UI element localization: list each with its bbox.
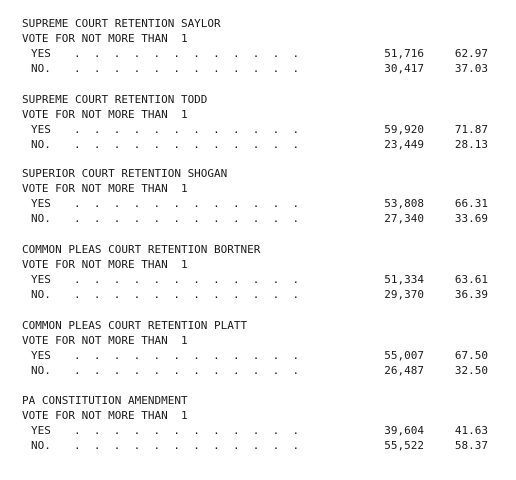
vote-count: 30,417: [384, 62, 424, 75]
vote-count: 55,522: [384, 439, 424, 452]
contest-title: SUPERIOR COURT RETENTION SHOGAN: [22, 167, 228, 180]
dot-leader: . . . . . . . . . . . .: [74, 47, 300, 60]
vote-percent: 41.63: [454, 424, 488, 437]
vote-count: 51,716: [384, 47, 424, 60]
vote-for-note: VOTE FOR NOT MORE THAN 1: [22, 108, 188, 121]
vote-for-note: VOTE FOR NOT MORE THAN 1: [22, 409, 188, 422]
vote-count: 53,808: [384, 197, 424, 210]
vote-percent: 32.50: [454, 364, 488, 377]
choice-label: YES: [31, 197, 51, 210]
vote-percent: 71.87: [454, 123, 488, 136]
contest-title: COMMON PLEAS COURT RETENTION BORTNER: [22, 243, 261, 256]
vote-percent: 33.69: [454, 212, 488, 225]
vote-for-note: VOTE FOR NOT MORE THAN 1: [22, 182, 188, 195]
vote-count: 29,370: [384, 288, 424, 301]
vote-count: 39,604: [384, 424, 424, 437]
vote-percent: 36.39: [454, 288, 488, 301]
dot-leader: . . . . . . . . . . . .: [74, 424, 300, 437]
dot-leader: . . . . . . . . . . . .: [74, 364, 300, 377]
choice-label: YES: [31, 424, 51, 437]
choice-label: YES: [31, 123, 51, 136]
vote-percent: 63.61: [454, 273, 488, 286]
vote-count: 59,920: [384, 123, 424, 136]
vote-percent: 28.13: [454, 138, 488, 151]
choice-label: YES: [31, 349, 51, 362]
vote-percent: 37.03: [454, 62, 488, 75]
vote-for-note: VOTE FOR NOT MORE THAN 1: [22, 32, 188, 45]
choice-label: YES: [31, 273, 51, 286]
choice-label: NO.: [31, 364, 51, 377]
contest-title: SUPREME COURT RETENTION TODD: [22, 93, 208, 106]
choice-label: YES: [31, 47, 51, 60]
contest-title: PA CONSTITUTION AMENDMENT: [22, 394, 188, 407]
dot-leader: . . . . . . . . . . . .: [74, 288, 300, 301]
choice-label: NO.: [31, 62, 51, 75]
vote-count: 55,007: [384, 349, 424, 362]
choice-label: NO.: [31, 212, 51, 225]
vote-percent: 66.31: [454, 197, 488, 210]
dot-leader: . . . . . . . . . . . .: [74, 212, 300, 225]
dot-leader: . . . . . . . . . . . .: [74, 439, 300, 452]
contest-title: COMMON PLEAS COURT RETENTION PLATT: [22, 319, 248, 332]
contest-title: SUPREME COURT RETENTION SAYLOR: [22, 17, 221, 30]
choice-label: NO.: [31, 138, 51, 151]
dot-leader: . . . . . . . . . . . .: [74, 62, 300, 75]
vote-count: 27,340: [384, 212, 424, 225]
vote-for-note: VOTE FOR NOT MORE THAN 1: [22, 334, 188, 347]
vote-percent: 67.50: [454, 349, 488, 362]
dot-leader: . . . . . . . . . . . .: [74, 349, 300, 362]
choice-label: NO.: [31, 439, 51, 452]
dot-leader: . . . . . . . . . . . .: [74, 123, 300, 136]
dot-leader: . . . . . . . . . . . .: [74, 273, 300, 286]
vote-for-note: VOTE FOR NOT MORE THAN 1: [22, 258, 188, 271]
vote-count: 23,449: [384, 138, 424, 151]
vote-count: 51,334: [384, 273, 424, 286]
choice-label: NO.: [31, 288, 51, 301]
dot-leader: . . . . . . . . . . . .: [74, 197, 300, 210]
vote-count: 26,487: [384, 364, 424, 377]
vote-percent: 62.97: [454, 47, 488, 60]
dot-leader: . . . . . . . . . . . .: [74, 138, 300, 151]
vote-percent: 58.37: [454, 439, 488, 452]
